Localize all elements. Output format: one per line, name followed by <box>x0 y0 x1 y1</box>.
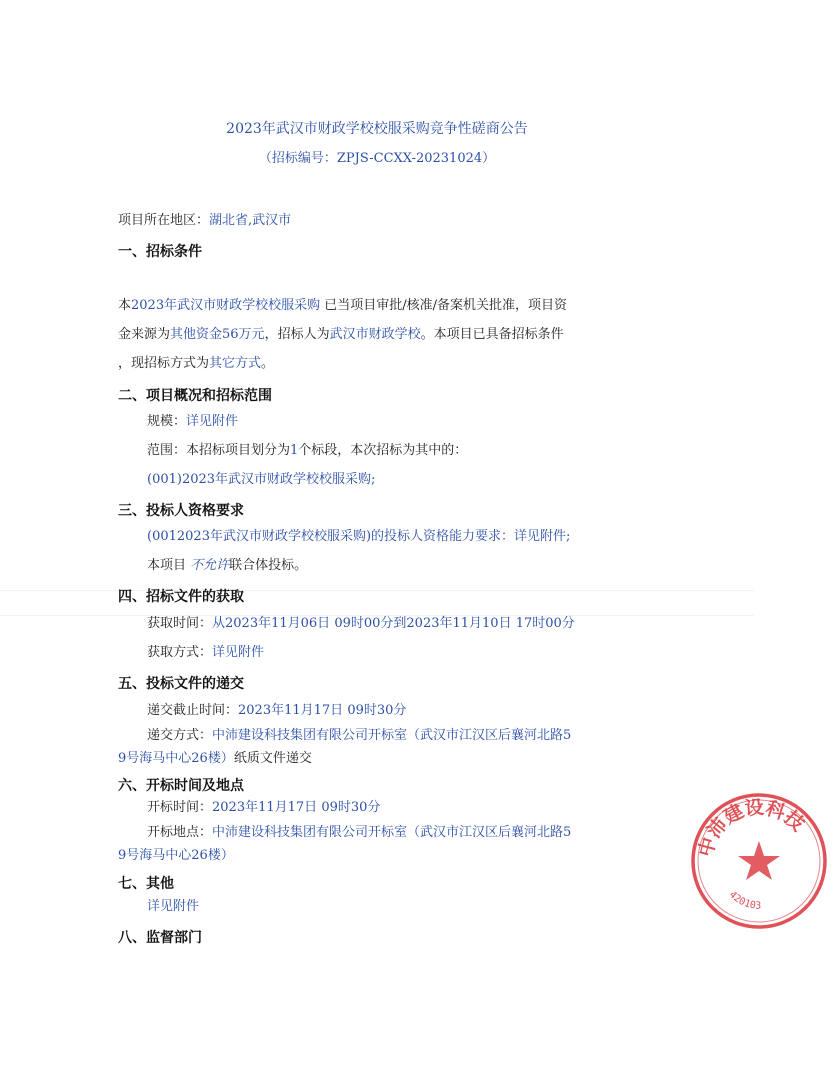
text-run: 本项目 <box>147 558 191 573</box>
submit-method-address-cont: 9号海马中心26楼） <box>118 751 234 766</box>
project-region <box>118 212 291 230</box>
acquire-time-label: 获取时间： <box>147 616 213 631</box>
scale-label: 规模： <box>147 414 187 429</box>
text-run: 。本项目已具备招标条件 <box>420 327 564 342</box>
section-5-heading: 五、投标文件的递交 <box>118 676 244 692</box>
lot-count: 1 <box>290 443 299 458</box>
text-run: ，现招标方式为 <box>118 356 210 371</box>
section-8-heading: 八、监督部门 <box>118 930 202 946</box>
section-7-heading: 七、其他 <box>118 876 174 892</box>
other-value: 详见附件 <box>147 899 200 914</box>
submit-method-line <box>147 727 571 745</box>
section-1-line-2 <box>118 326 564 344</box>
submit-method-suffix: 纸质文件递交 <box>233 751 312 766</box>
company-seal <box>684 786 834 936</box>
section-2-heading: 二、项目概况和招标范围 <box>118 388 272 404</box>
seal-text-path: 中沛建设科技 <box>694 796 809 860</box>
opening-time-value: 2023年11月17日 09时30分 <box>212 800 381 815</box>
text-run: ，招标人为 <box>264 327 330 342</box>
opening-place-line <box>147 824 571 842</box>
funding-source: 其他资金56万元 <box>170 327 265 342</box>
section-6-heading: 六、开标时间及地点 <box>118 778 244 794</box>
opening-time-label: 开标时间： <box>147 800 213 815</box>
opening-place-address-cont: 9号海马中心26楼） <box>118 848 234 863</box>
section-4-heading: 四、招标文件的获取 <box>118 589 244 605</box>
acquire-method-line <box>147 644 264 662</box>
region-label: 项目所在地区： <box>118 213 210 228</box>
acquire-method-label: 获取方式： <box>147 645 213 660</box>
region-value: 湖北省,武汉市 <box>209 213 292 228</box>
tenderer-name: 武汉市财政学校 <box>329 327 421 342</box>
seal-number <box>727 889 762 911</box>
section-1-heading: 一、招标条件 <box>118 244 202 260</box>
joint-bid-line <box>147 557 307 575</box>
acquire-time-line <box>147 615 575 633</box>
submit-method-line-2 <box>118 750 312 768</box>
range-line <box>147 442 467 460</box>
text-run: 已当项目审批/核准/备案机关批准，项目资 <box>320 298 568 313</box>
text-run: 范围：本招标项目划分为 <box>147 443 291 458</box>
seal-number-path: 420103 <box>726 889 762 912</box>
scale-value: 详见附件 <box>186 414 239 429</box>
section-1-line-3 <box>118 355 274 373</box>
submit-method-address: 中沛建设科技集团有限公司开标室（武汉市江汉区后襄河北路5 <box>212 728 572 743</box>
opening-place-label: 开标地点： <box>147 825 213 840</box>
submit-deadline-line <box>147 702 406 720</box>
text-run: 金来源为 <box>118 327 171 342</box>
seal-star-icon <box>738 841 780 880</box>
text-run: 联合体投标。 <box>229 558 308 573</box>
opening-place-address: 中沛建设科技集团有限公司开标室（武汉市江汉区后襄河北路5 <box>212 825 572 840</box>
text-run: 个标段，本次招标为其中的： <box>298 443 468 458</box>
opening-time-line <box>147 799 380 817</box>
submit-method-label: 递交方式： <box>147 728 213 743</box>
scale-line <box>147 413 238 431</box>
joint-bid-value: 不允许 <box>190 558 230 573</box>
submit-deadline-value: 2023年11月17日 09时30分 <box>238 703 407 718</box>
lot-item: (001)2023年武汉市财政学校校服采购; <box>147 472 376 487</box>
scan-artifact-line <box>0 590 754 591</box>
text-run: 本 <box>118 298 132 313</box>
project-name: 2023年武汉市财政学校校服采购 <box>131 298 321 313</box>
document-title: 2023年武汉市财政学校校服采购竞争性磋商公告 <box>226 121 528 137</box>
acquire-method-value: 详见附件 <box>212 645 265 660</box>
section-1-line-1 <box>118 297 567 315</box>
text-run: 。 <box>261 356 275 371</box>
tender-method: 其它方式 <box>209 356 262 371</box>
section-3-heading: 三、投标人资格要求 <box>118 503 244 519</box>
qualification-requirement: (0012023年武汉市财政学校校服采购)的投标人资格能力要求：详见附件; <box>147 529 571 544</box>
acquire-time-value: 从2023年11月06日 09时00分到2023年11月10日 17时00分 <box>212 616 575 631</box>
submit-deadline-label: 递交截止时间： <box>147 703 239 718</box>
bid-number: （招标编号：ZPJS-CCXX-20231024） <box>258 151 496 166</box>
